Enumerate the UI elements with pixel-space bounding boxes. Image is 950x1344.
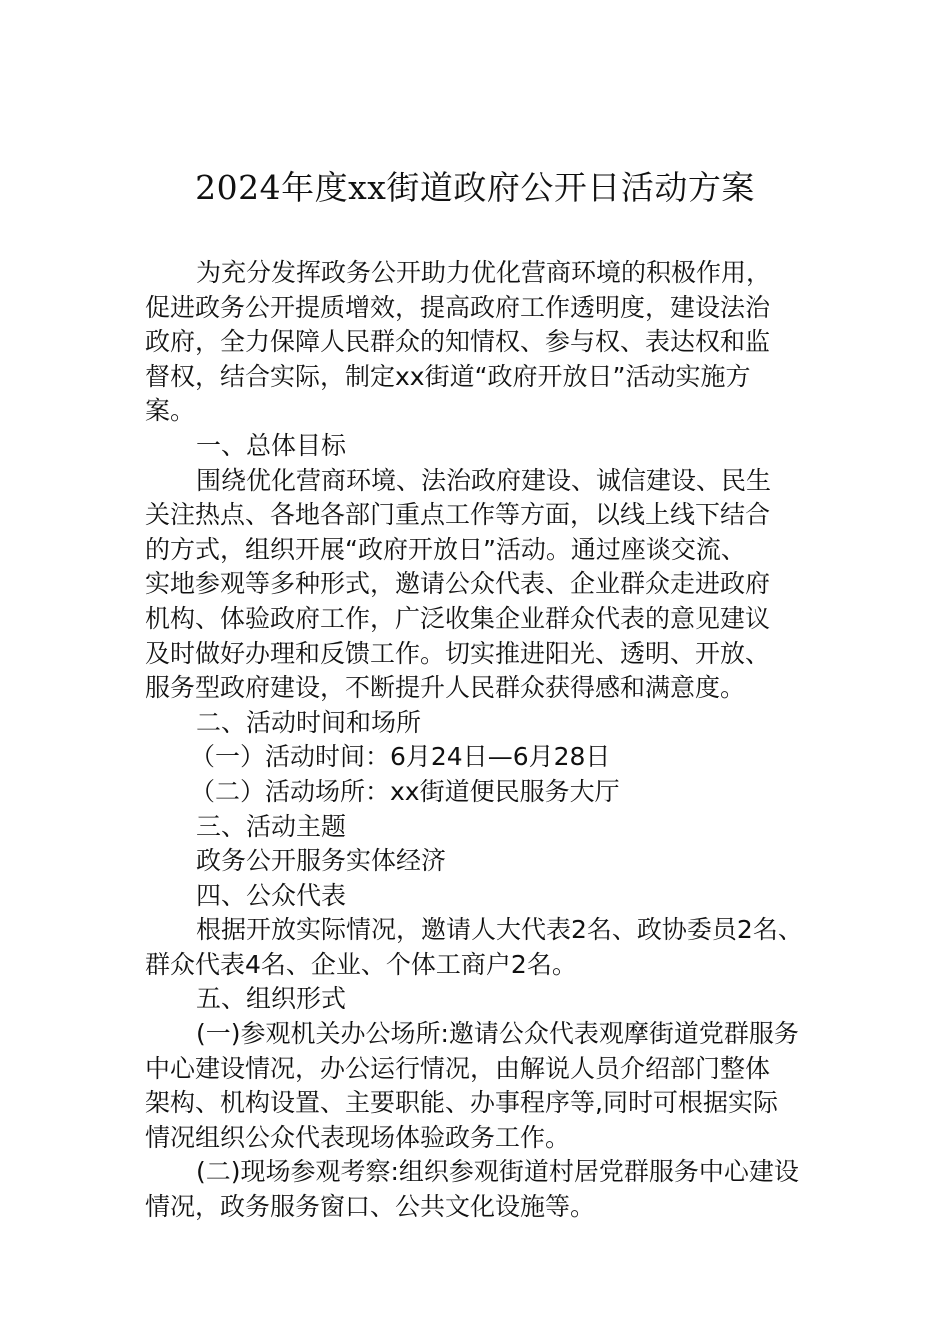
- paragraph-line: 群众代表4名、企业、个体工商户2名。: [145, 949, 577, 979]
- paragraph-line: 实地参观等多种形式，邀请公众代表、企业群众走进政府: [145, 569, 771, 599]
- section-heading-time-place: 二、活动时间和场所: [196, 707, 422, 737]
- paragraph-line: 情况，政务服务窗口、公共文化设施等。: [145, 1192, 596, 1222]
- paragraph-line: 机构、体验政府工作，广泛收集企业群众代表的意见建议: [145, 603, 771, 633]
- paragraph-line: 及时做好办理和反馈工作。切实推进阳光、透明、开放、: [145, 638, 771, 668]
- paragraph-line: 的方式，组织开展“政府开放日”活动。通过座谈交流、: [145, 534, 746, 564]
- paragraph-line: (一)参观机关办公场所:邀请公众代表观摩街道党群服务: [196, 1019, 799, 1049]
- theme-line: 政务公开服务实体经济: [196, 846, 447, 876]
- activity-place-line: （二）活动场所：xx街道便民服务大厅: [190, 776, 620, 806]
- paragraph-line: 为充分发挥政务公开助力优化营商环境的积极作用，: [196, 258, 772, 287]
- paragraph-line: 服务型政府建设，不断提升人民群众获得感和满意度。: [145, 673, 746, 703]
- section-heading-theme: 三、活动主题: [196, 811, 347, 841]
- paragraph-line: 中心建设情况，办公运行情况，由解说人员介绍部门整体: [145, 1053, 771, 1083]
- paragraph-line: 根据开放实际情况，邀请人大代表2名、政协委员2名、: [196, 915, 803, 945]
- section-heading-public-representatives: 四、公众代表: [196, 880, 347, 910]
- document-body: [145, 256, 815, 1225]
- paragraph-line: 架构、机构设置、主要职能、办事程序等,同时可根据实际: [145, 1088, 778, 1118]
- section-heading-organization-form: 五、组织形式: [196, 984, 347, 1014]
- paragraph-line: 围绕优化营商环境、法治政府建设、诚信建设、民生: [196, 465, 772, 495]
- document-title: 2024年度xx街道政府公开日活动方案: [195, 168, 755, 207]
- paragraph-line: 情况组织公众代表现场体验政务工作。: [145, 1122, 571, 1152]
- paragraph-line: 政府，全力保障人民群众的知情权、参与权、表达权和监: [145, 327, 771, 357]
- paragraph-line: 促进政务公开提质增效，提高政府工作透明度，建设法治: [145, 292, 771, 322]
- paragraph-line: (二)现场参观考察:组织参观街道村居党群服务中心建设: [196, 1157, 799, 1187]
- paragraph-line: 督权，结合实际，制定xx街道“政府开放日”活动实施方: [145, 361, 751, 391]
- activity-time-line: （一）活动时间：6月24日—6月28日: [190, 742, 611, 772]
- paragraph-line: 案。: [145, 396, 196, 426]
- paragraph-line: 关注热点、各地各部门重点工作等方面，以线上线下结合: [145, 500, 771, 530]
- section-heading-overall-goal: 一、总体目标: [196, 430, 347, 460]
